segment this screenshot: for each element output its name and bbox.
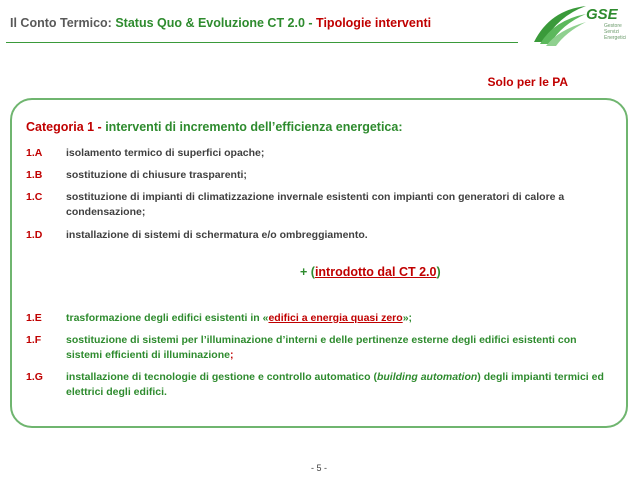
logo-sub-2: Servizi [604, 29, 620, 35]
header-divider [6, 42, 518, 43]
item-text-pre: trasformazione degli edifici esistenti in « [66, 312, 269, 324]
item-code: 1.A [26, 147, 43, 159]
item-text: sostituzione di chiusure trasparenti; [66, 169, 247, 181]
title-part-2: Status Quo & Evoluzione CT 2.0 - [115, 16, 317, 30]
introduced-prefix: + ( [300, 265, 315, 279]
item-code: 1.D [26, 229, 43, 241]
item-code: 1.C [26, 191, 43, 203]
logo-sub-3: Energetici [604, 35, 627, 41]
item-code: 1.G [26, 371, 43, 383]
logo-sub-1: Gestore [604, 23, 622, 29]
item-text-post: ; [229, 349, 234, 361]
item-text-pre: installazione di tecnologie di gestione e controllo automatico ( [66, 371, 377, 383]
solo-pa-label: Solo per le PA [487, 75, 568, 89]
introduced-label: introdotto dal CT 2.0 [314, 265, 437, 279]
category-title [26, 120, 403, 134]
item-text [66, 370, 614, 400]
item-text: sostituzione di impianti di climatizzazione invernale esistenti con impianti con generatori di calore a condensazione; [66, 191, 565, 218]
item-text-post: ) degli impianti termici ed elettrici degli edifici. [66, 371, 604, 398]
category-title-green: interventi di incremento dell’efficienza energetica: [105, 120, 403, 134]
category-title-red: Categoria 1 - [26, 120, 106, 134]
item-text: installazione di sistemi di schermatura e/o ombreggiamento. [66, 229, 368, 241]
page-number: - 5 - [310, 463, 327, 473]
item-text: isolamento termico di superfici opache; [66, 147, 265, 159]
gse-swoosh-icon [530, 2, 590, 48]
slide-title [10, 16, 431, 30]
item-code: 1.E [26, 312, 42, 324]
logo-subtitle [604, 23, 626, 41]
item-code: 1.F [26, 334, 42, 346]
introduced-suffix: ) [436, 265, 441, 279]
item-code: 1.B [26, 169, 43, 181]
item-text-highlight: edifici a energia quasi zero [268, 312, 403, 324]
item-text-italic: building automation [376, 371, 478, 383]
item-text [66, 333, 614, 363]
introduced-note [300, 265, 441, 279]
slide-header [0, 0, 638, 52]
item-text [66, 311, 614, 326]
title-part-3: Tipologie interventi [316, 16, 432, 30]
item-text-pre: sostituzione di sistemi per l’illuminazione d’interni e delle pertinenze esterne degli edifici esistenti con sistemi efficienti di illuminazione [66, 334, 577, 361]
gse-logo [530, 2, 630, 50]
item-text-post: »; [402, 312, 413, 324]
title-part-1: Il Conto Termico: [10, 16, 116, 30]
logo-text: GSE [586, 6, 618, 23]
